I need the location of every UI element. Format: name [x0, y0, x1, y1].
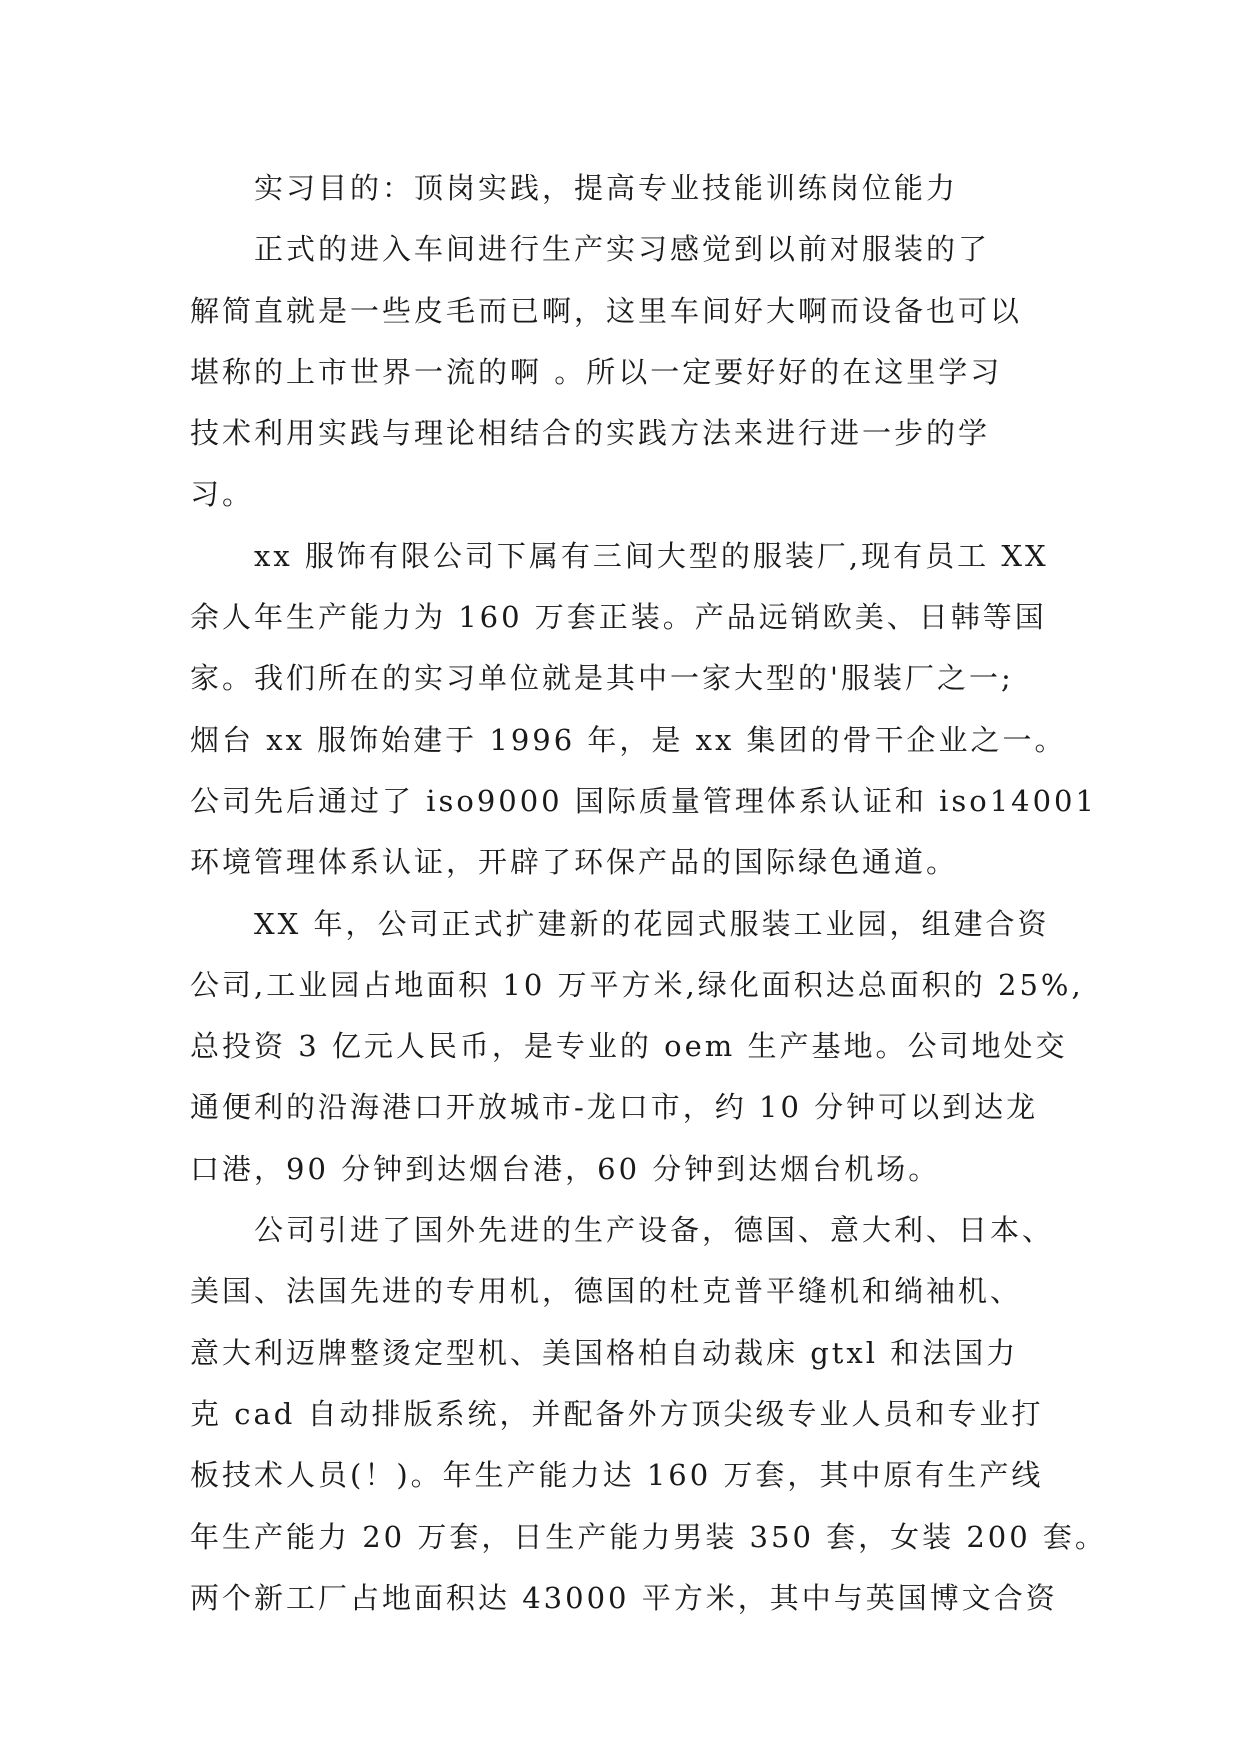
- text-line: 公司先后通过了 iso9000 国际质量管理体系认证和 iso14001: [190, 783, 1097, 818]
- text-line: 年生产能力 20 万套，日生产能力男装 350 套，女装 200 套。: [190, 1519, 1107, 1554]
- text-line: 解简直就是一些皮毛而已啊，这里车间好大啊而设备也可以: [190, 293, 1023, 328]
- text-line: 美国、法国先进的专用机，德国的杜克普平缝机和绱袖机、: [190, 1274, 1023, 1309]
- text-line: 习。: [190, 477, 255, 512]
- text-line: 实习目的：顶岗实践，提高专业技能训练岗位能力: [254, 171, 959, 205]
- text-line: 板技术人员(！)。年生产能力达 160 万套，其中原有生产线: [190, 1458, 1044, 1493]
- text-line: 环境管理体系认证，开辟了环保产品的国际绿色通道。: [190, 845, 959, 880]
- text-line: 克 cad 自动排版系统，并配备外方顶尖级专业人员和专业打: [190, 1396, 1044, 1431]
- text-line: XX 年，公司正式扩建新的花园式服装工业园，组建合资: [254, 906, 1050, 941]
- paragraph-equipment: [190, 1200, 1107, 1629]
- text-line: 堪称的上市世界一流的啊 。所以一定要好好的在这里学习: [190, 354, 1003, 389]
- paragraph-company-overview: [190, 526, 1097, 894]
- text-line: 公司,工业园占地面积 10 万平方米,绿化面积达总面积的 25%,: [190, 967, 1084, 1002]
- document-body: [190, 158, 1107, 1629]
- paragraph-industrial-park: [190, 894, 1084, 1200]
- text-line: 口港，90 分钟到达烟台港，60 分钟到达烟台机场。: [190, 1151, 941, 1186]
- text-line: 通便利的沿海港口开放城市-龙口市，约 10 分钟可以到达龙: [190, 1090, 1039, 1125]
- text-line: 总投资 3 亿元人民币，是专业的 oem 生产基地。公司地处交: [190, 1029, 1068, 1064]
- text-line: 技术利用实践与理论相结合的实践方法来进行进一步的学: [190, 416, 991, 451]
- text-line: 余人年生产能力为 160 万套正装。产品远销欧美、日韩等国: [190, 600, 1047, 635]
- text-line: 烟台 xx 服饰始建于 1996 年，是 xx 集团的骨干企业之一。: [190, 722, 1067, 757]
- text-line: 公司引进了国外先进的生产设备，德国、意大利、日本、: [254, 1213, 1055, 1248]
- text-line: 正式的进入车间进行生产实习感觉到以前对服装的了: [254, 232, 991, 267]
- text-line: 意大利迈牌整烫定型机、美国格柏自动裁床 gtxl 和法国力: [190, 1335, 1019, 1370]
- paragraph-purpose: [190, 158, 1050, 219]
- paragraph-workshop-impression: [190, 219, 1050, 525]
- text-line: xx 服饰有限公司下属有三间大型的服装厂,现有员工 XX: [254, 538, 1049, 573]
- text-line: 两个新工厂占地面积达 43000 平方米，其中与英国博文合资: [190, 1580, 1058, 1615]
- text-line: 家。我们所在的实习单位就是其中一家大型的'服装厂之一;: [190, 661, 1014, 696]
